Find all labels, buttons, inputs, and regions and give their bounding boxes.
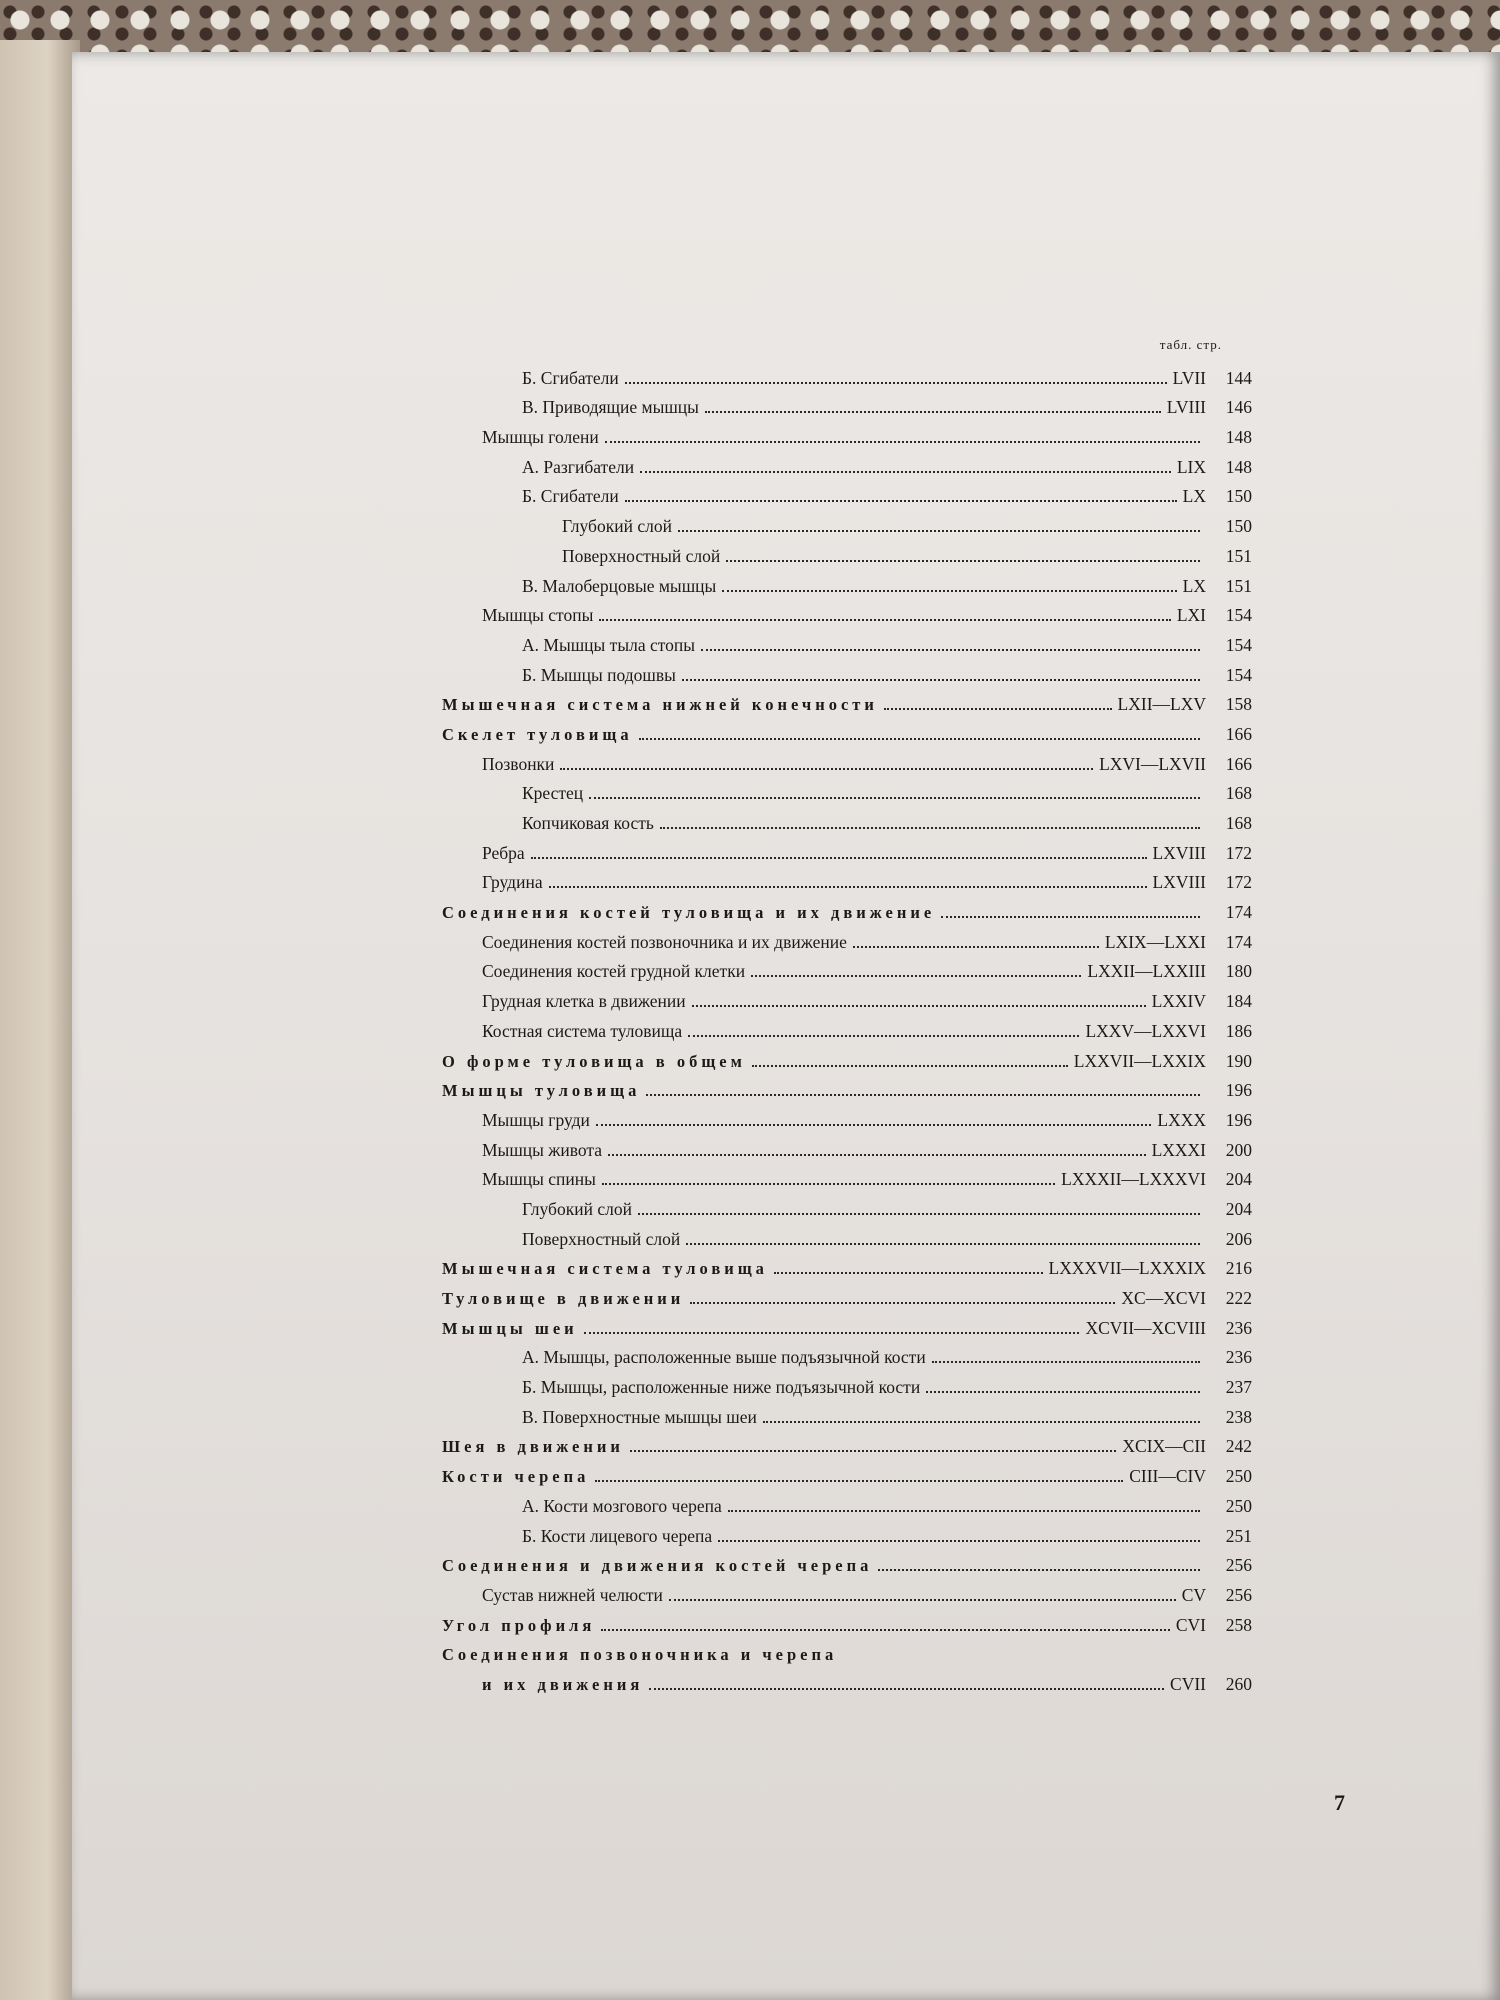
toc-entry-table: LXXV—LXXVI [1085,1020,1206,1041]
toc-entry [442,1131,1252,1161]
toc-entry [442,1309,1252,1339]
toc-entry-label: Б. Мышцы подошвы [522,664,676,685]
toc-entry-label: и их движения [482,1674,644,1694]
dot-leader [718,1539,1200,1542]
toc-entry-label: Костная система туловища [482,1020,683,1041]
toc-rows [442,359,1252,1695]
dot-leader [584,1331,1080,1334]
toc-entry [442,1190,1252,1220]
toc-entry-page: 151 [1225,575,1252,596]
dot-leader [705,410,1161,413]
toc-entry [442,359,1252,389]
toc-entry-table: LXII—LXV [1117,694,1206,715]
toc-entry [442,893,1252,923]
toc-entry-label: Скелет туловища [442,724,633,744]
toc-entry-page: 184 [1225,991,1252,1012]
dot-leader [599,618,1170,621]
toc-entry [442,1161,1252,1191]
toc-entry-page: 251 [1225,1525,1252,1546]
toc-entry [442,686,1252,716]
toc-entry-label: Крестец [522,783,584,804]
toc-entry-page: 158 [1225,694,1252,715]
dot-leader [701,648,1200,651]
toc-entry [442,864,1252,894]
toc-entry [442,745,1252,775]
toc-entry [442,1606,1252,1636]
toc-entry-table: LVII [1172,367,1206,388]
toc-entry-table: LXXXI [1151,1139,1206,1160]
toc-entry-label: Б. Сгибатели [522,486,619,507]
toc-entry-label: Копчиковая кость [522,813,654,833]
toc-entry-page: 148 [1225,456,1252,477]
toc-entry-page: 174 [1225,902,1252,923]
toc-entry-label: Кости черепа [442,1467,590,1487]
toc-entry-table: CIII—CIV [1129,1466,1206,1487]
toc-entry-label: Грудная клетка в движении [482,991,686,1012]
toc-entry-page: 256 [1225,1555,1252,1576]
toc-entry-table: LXXVII—LXXIX [1073,1050,1206,1071]
toc-entry [442,418,1252,448]
toc-entry-label: В. Приводящие мышцы [522,397,699,418]
toc-entry-label: Мышцы спины [482,1169,596,1190]
toc-entry-page: 250 [1225,1466,1252,1487]
toc-entry-label: Мышцы голени [482,427,599,448]
toc-entry-table: CV [1181,1584,1206,1605]
dot-leader [774,1271,1043,1274]
toc-entry-page: 206 [1225,1228,1252,1249]
toc-entry-label: В. Малоберцовые мышцы [522,575,717,596]
toc-entry [442,1636,1252,1666]
toc-entry-page: 148 [1225,427,1252,448]
toc-entry-label: Б. Сгибатели [522,367,619,388]
dot-leader [726,559,1200,562]
toc-entry-table: XCIX—CII [1122,1436,1206,1457]
toc-entry-table: LXIX—LXXI [1104,931,1206,952]
toc-entry [442,656,1252,686]
toc-entry-page: 150 [1225,516,1252,537]
toc-entry-label: А. Мышцы тыла стопы [522,634,696,655]
toc-entry-page: 204 [1225,1169,1252,1190]
toc-entry [442,923,1252,953]
toc-entry-page: 154 [1225,605,1252,626]
dot-leader [878,1568,1200,1571]
toc-entry-label: Глубокий слой [522,1198,632,1219]
toc-entry-label: Мышцы туловища [442,1081,641,1101]
toc-entry-table: CVII [1170,1673,1206,1694]
toc-entry [442,953,1252,983]
toc-entry-label: Соединения костей грудной клетки [482,961,746,982]
toc-entry-page: 256 [1225,1584,1252,1605]
toc-entry-label: Ребра [482,842,525,863]
toc-entry-page: 166 [1225,753,1252,774]
toc-entry [442,626,1252,656]
toc-entry-page: 236 [1225,1317,1252,1338]
toc-entry-label: Соединения костей туловища и их движение [442,903,936,923]
dot-leader [602,1182,1055,1185]
dot-leader [646,1093,1200,1096]
toc-entry-page: 236 [1225,1347,1252,1368]
toc-entry [442,1012,1252,1042]
toc-entry-label: А. Разгибатели [522,456,635,477]
dot-leader [751,974,1081,977]
dot-leader [630,1449,1117,1452]
dot-leader [686,1242,1200,1245]
dot-leader [722,589,1176,592]
toc-entry [442,715,1252,745]
toc-entry [442,1547,1252,1577]
dot-leader [638,1212,1200,1215]
toc-entry [442,1576,1252,1606]
toc-entry-label: Угол профиля [442,1615,596,1635]
toc-entry-label: Мышцы груди [482,1109,590,1130]
toc-entry-page: 168 [1225,813,1252,833]
dot-leader [853,945,1099,948]
dot-leader [669,1598,1176,1601]
toc-entry [442,1279,1252,1309]
dot-leader [932,1360,1200,1363]
toc-entry-page: 186 [1225,1020,1252,1041]
page-number: 7 [1334,1790,1345,1815]
toc-entry-table: LXXII—LXXIII [1087,961,1206,982]
toc-entry [442,804,1252,834]
toc-entry-page: 250 [1225,1495,1252,1516]
toc-entry-table: CVI [1175,1614,1206,1635]
toc-entry [442,597,1252,627]
dot-leader [595,1479,1123,1482]
toc-entry-label: Мышцы стопы [482,605,594,626]
toc-entry-label: Мышечная система нижней конечности [442,695,878,715]
toc-entry-page: 238 [1225,1406,1252,1427]
toc-entry-table: LXVIII [1152,842,1206,863]
toc-entry-page: 258 [1225,1614,1252,1635]
toc-entry-table: LXVIII [1152,872,1206,893]
dot-leader [608,1153,1146,1156]
column-header: табл. стр. [1159,337,1222,352]
toc-entry [442,1457,1252,1487]
toc-entry-label: Позвонки [482,753,555,774]
toc-entry-table: LXVI—LXVII [1099,753,1206,774]
toc-entry-page: 154 [1225,664,1252,685]
toc-entry [442,1250,1252,1280]
toc-entry [442,507,1252,537]
toc-entry-label: Б. Кости лицевого черепа [522,1525,713,1546]
toc-entry [442,1042,1252,1072]
toc-entry-page: 168 [1225,783,1252,804]
dot-leader [589,796,1200,799]
toc-entry-table: LVIII [1166,397,1206,418]
toc-entry-table: LXI [1176,605,1206,626]
toc-entry [442,834,1252,864]
toc-entry [442,1220,1252,1250]
dot-leader [690,1301,1115,1304]
toc-entry [442,1339,1252,1369]
dot-leader [763,1420,1200,1423]
toc-entry-page: 151 [1225,545,1252,566]
toc-entry-table: LIX [1176,456,1206,477]
toc-entry-table: LXXXVII—LXXXIX [1048,1258,1206,1279]
dot-leader [605,440,1200,443]
dot-leader [692,1004,1146,1007]
toc-entry-page: 174 [1225,931,1252,952]
dot-leader [688,1034,1079,1037]
toc-entry [442,1101,1252,1131]
dot-leader [639,737,1200,740]
toc-entry [442,775,1252,805]
toc-entry-page: 216 [1225,1258,1252,1279]
toc-entry [442,1665,1252,1695]
dot-leader [682,678,1200,681]
toc-entry-page: 172 [1225,842,1252,863]
toc-entry-label: Глубокий слой [562,516,672,537]
toc-entry [442,1398,1252,1428]
book-page [72,52,1500,2000]
toc-entry [442,1072,1252,1102]
toc-entry-page: 222 [1225,1288,1252,1308]
toc-entry [442,1368,1252,1398]
background-fabric [0,0,1500,60]
dot-leader [531,856,1147,859]
dot-leader [926,1390,1200,1393]
dot-leader [625,381,1167,384]
toc-entry-table: XC—XCVI [1121,1288,1206,1308]
toc-entry-page: 150 [1225,486,1252,507]
toc-entry-page: 190 [1225,1050,1252,1071]
toc-entry-page: 180 [1225,961,1252,982]
toc-entry-table: XCVII—XCVIII [1085,1317,1206,1338]
table-of-contents [442,337,1252,1695]
toc-entry-label: Соединения костей позвоночника и их движение [482,931,847,952]
toc-entry-table: LXXX [1157,1109,1206,1130]
toc-entry [442,1517,1252,1547]
toc-entry-table: LX [1182,486,1206,507]
toc-entry-page: 237 [1225,1377,1252,1398]
toc-entry [442,448,1252,478]
toc-entry-label: Мышцы шеи [442,1318,578,1338]
toc-entry-label: Мышечная система туловища [442,1259,768,1279]
toc-entry-label: Мышцы живота [482,1139,603,1160]
dot-leader [941,915,1200,918]
toc-entry [442,389,1252,419]
toc-entry-page: 146 [1225,397,1252,418]
toc-entry-page: 204 [1225,1198,1252,1219]
toc-entry-label: О форме туловища в общем [442,1051,746,1071]
dot-leader [560,767,1093,770]
dot-leader [649,1687,1164,1690]
dot-leader [625,499,1177,502]
toc-entry [442,537,1252,567]
left-page-edge [0,40,80,2000]
toc-entry [442,1428,1252,1458]
toc-entry-label: Поверхностный слой [562,545,721,566]
toc-entry-page: 242 [1225,1436,1252,1457]
toc-entry-page: 154 [1225,634,1252,655]
dot-leader [752,1064,1068,1067]
toc-entry-page: 166 [1225,723,1252,744]
toc-entry-label: Сустав нижней челюсти [482,1584,663,1605]
toc-entry [442,478,1252,508]
dot-leader [728,1509,1200,1512]
toc-entry-table: LXXIV [1151,991,1206,1012]
toc-entry-label: В. Поверхностные мышцы шеи [522,1406,757,1427]
toc-entry-page: 172 [1225,872,1252,893]
toc-entry [442,567,1252,597]
dot-leader [596,1123,1151,1126]
toc-entry-label: А. Кости мозгового черепа [522,1495,722,1516]
toc-entry-label: Б. Мышцы, расположенные ниже подъязычной кости [522,1377,921,1398]
dot-leader [549,885,1147,888]
toc-entry-table: LXXXII—LXXXVI [1061,1169,1206,1190]
toc-entry-table: LX [1182,575,1206,596]
dot-leader [660,826,1200,829]
dot-leader [884,707,1112,710]
dot-leader [678,529,1200,532]
toc-entry-label: Шея в движении [442,1437,624,1457]
toc-entry-label: А. Мышцы, расположенные выше подъязычной кости [522,1347,926,1368]
toc-entry-label: Поверхностный слой [522,1228,681,1249]
toc-entry-page: 196 [1225,1109,1252,1130]
toc-entry-page: 196 [1225,1080,1252,1101]
toc-entry-label: Туловище в движении [442,1289,685,1308]
toc-entry [442,982,1252,1012]
toc-entry-page: 260 [1225,1673,1252,1694]
toc-entry-label: Соединения и движения костей черепа [442,1556,873,1576]
toc-entry [442,1487,1252,1517]
dot-leader [640,470,1171,473]
toc-entry-page: 144 [1225,367,1252,388]
dot-leader [601,1628,1170,1631]
toc-entry-label: Соединения позвоночника и черепа [442,1645,838,1665]
toc-entry-page: 200 [1225,1139,1252,1160]
toc-entry-label: Грудина [482,872,543,893]
